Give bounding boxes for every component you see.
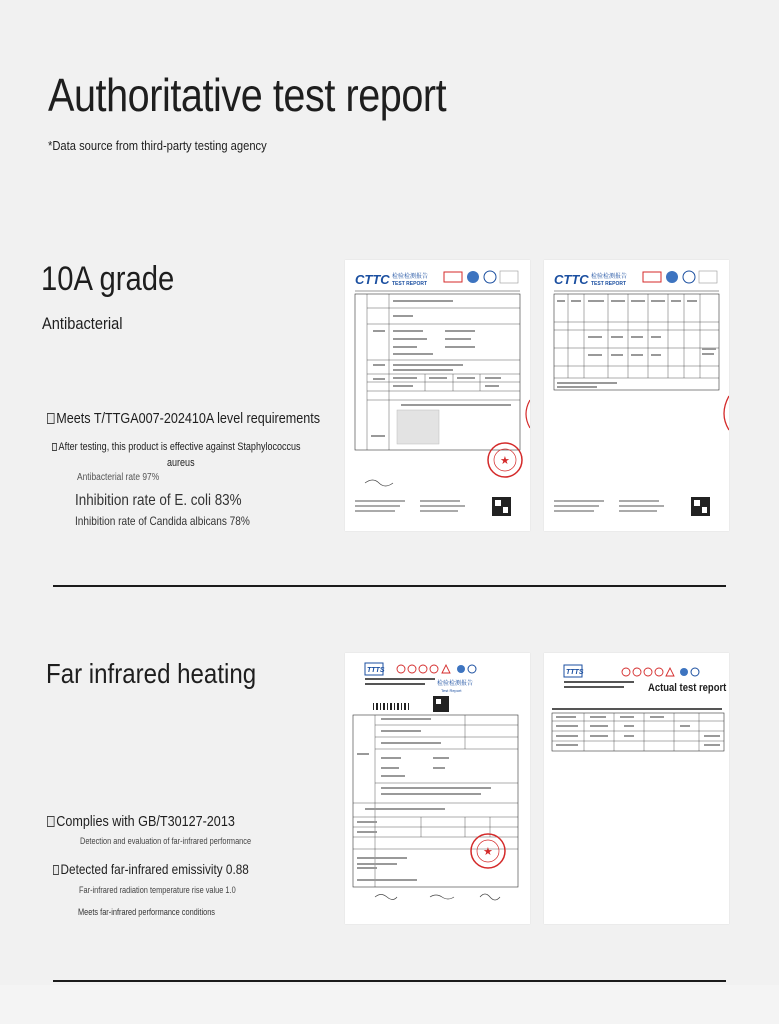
page-title: Authoritative test report bbox=[48, 69, 447, 121]
svg-text:★: ★ bbox=[483, 845, 493, 858]
svg-text:TEST REPORT: TEST REPORT bbox=[591, 281, 627, 287]
section-divider-1 bbox=[53, 585, 726, 587]
rate-candida: Inhibition rate of Candida albicans 78% bbox=[75, 514, 250, 528]
effective-text: After testing, this product is effective against Staphylococcus bbox=[58, 441, 301, 453]
svg-text:Test Report: Test Report bbox=[441, 688, 462, 693]
report-caption: Actual test report bbox=[648, 682, 727, 694]
requirement-text: Meets T/TTGA007-202410A level requirements bbox=[56, 410, 321, 427]
svg-text:检验检测报告: 检验检测报告 bbox=[437, 681, 474, 687]
page-subtitle: *Data source from third-party testing agency bbox=[48, 138, 267, 153]
far-infrared-title: Far infrared heating bbox=[46, 658, 257, 689]
far-infrared-standard bbox=[47, 813, 235, 830]
svg-text:★: ★ bbox=[500, 454, 510, 467]
svg-text:CTTC: CTTC bbox=[355, 272, 390, 287]
svg-text:TEST REPORT: TEST REPORT bbox=[392, 281, 428, 287]
svg-text:TTTS: TTTS bbox=[367, 667, 385, 674]
effective-line-1 bbox=[52, 441, 301, 453]
svg-text:检验检测报告: 检验检测报告 bbox=[392, 274, 429, 280]
section-divider-2 bbox=[53, 980, 726, 982]
bullet-icon bbox=[52, 443, 57, 451]
emissivity-text: Detected far-infrared emissivity 0.88 bbox=[60, 861, 249, 877]
test-report-image-2 bbox=[544, 260, 729, 531]
temperature-rise: Far-infrared radiation temperature rise value 1.0 bbox=[79, 885, 236, 895]
bullet-icon bbox=[47, 413, 55, 424]
antibacterial-requirement bbox=[47, 410, 320, 427]
standard-text: Complies with GB/T30127-2013 bbox=[56, 813, 235, 830]
rate-antibacterial: Antibacterial rate 97% bbox=[77, 472, 160, 483]
standard-description: Detection and evaluation of far-infrared performance bbox=[80, 836, 252, 846]
rate-ecoli: Inhibition rate of E. coli 83% bbox=[75, 492, 242, 509]
effective-line-2: aureus bbox=[167, 457, 195, 469]
test-report-image-3 bbox=[345, 653, 530, 924]
emissivity-line bbox=[53, 861, 249, 877]
svg-text:检验检测报告: 检验检测报告 bbox=[591, 274, 628, 280]
test-report-image-4 bbox=[544, 653, 729, 924]
antibacterial-label: Antibacterial bbox=[42, 314, 123, 333]
svg-text:TTTS: TTTS bbox=[566, 669, 584, 676]
antibacterial-grade: 10A grade bbox=[41, 260, 175, 298]
bottom-band bbox=[0, 985, 779, 1024]
bullet-icon bbox=[53, 865, 59, 875]
test-report-image-1 bbox=[345, 260, 530, 531]
performance-conditions: Meets far-infrared performance conditions bbox=[78, 907, 216, 917]
svg-text:CTTC: CTTC bbox=[554, 272, 589, 287]
bullet-icon bbox=[47, 816, 55, 827]
